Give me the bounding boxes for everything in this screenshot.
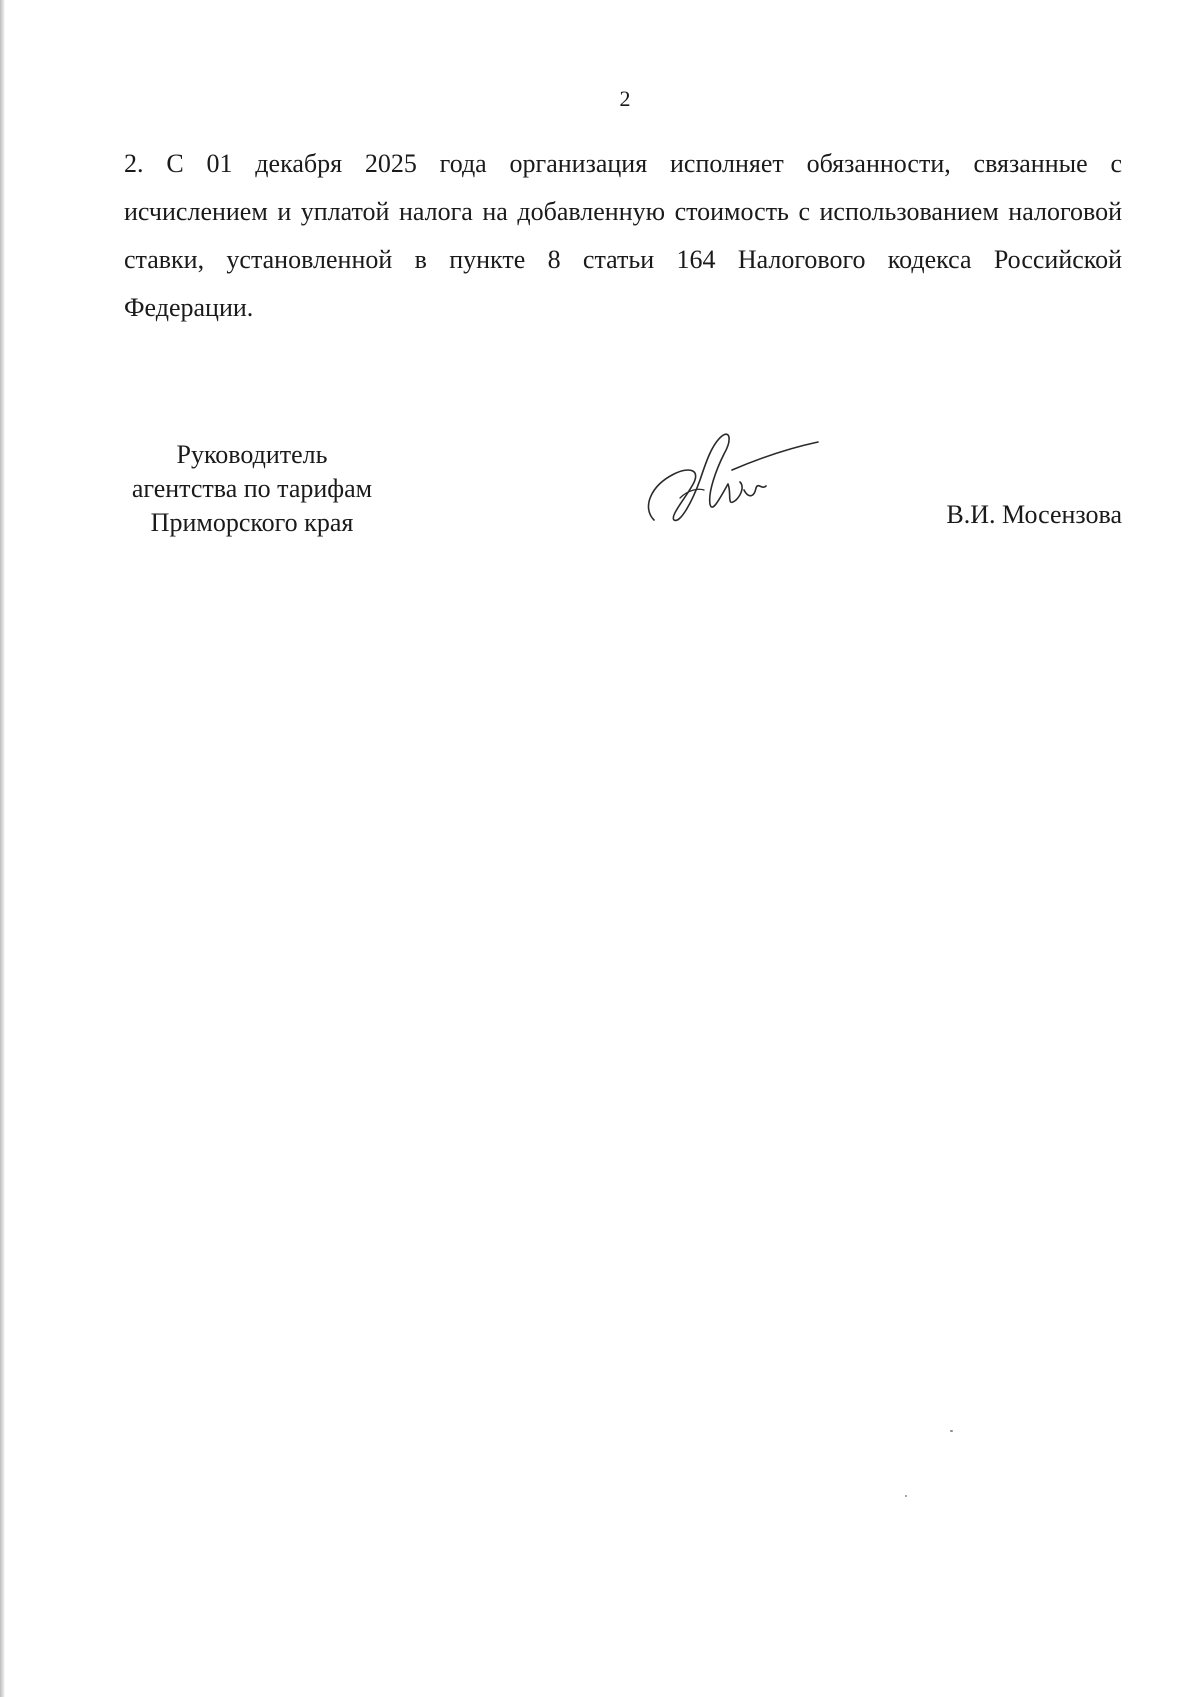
scan-speck (950, 1430, 953, 1432)
body-paragraph: 2. С 01 декабря 2025 года организация исполняет обязанности, связанные с исчислением и уплатой налога на добавленную стоимость с использованием налоговой ставки, установленной в пункте 8 статьи 164 Налогового кодекса Российской Федерации. (124, 149, 1122, 322)
position-line-1: Руководитель (176, 440, 328, 469)
position-line-2: агентства по тарифам (131, 474, 373, 503)
page-number: 2 (619, 86, 631, 111)
scan-edge-shadow (0, 0, 5, 1697)
signer-name: В.И. Мосензова (946, 500, 1122, 529)
signatory-position (100, 438, 404, 540)
scan-speck (905, 1495, 907, 1497)
position-line-3: Приморского края (150, 508, 354, 537)
handwritten-signature (640, 428, 820, 538)
